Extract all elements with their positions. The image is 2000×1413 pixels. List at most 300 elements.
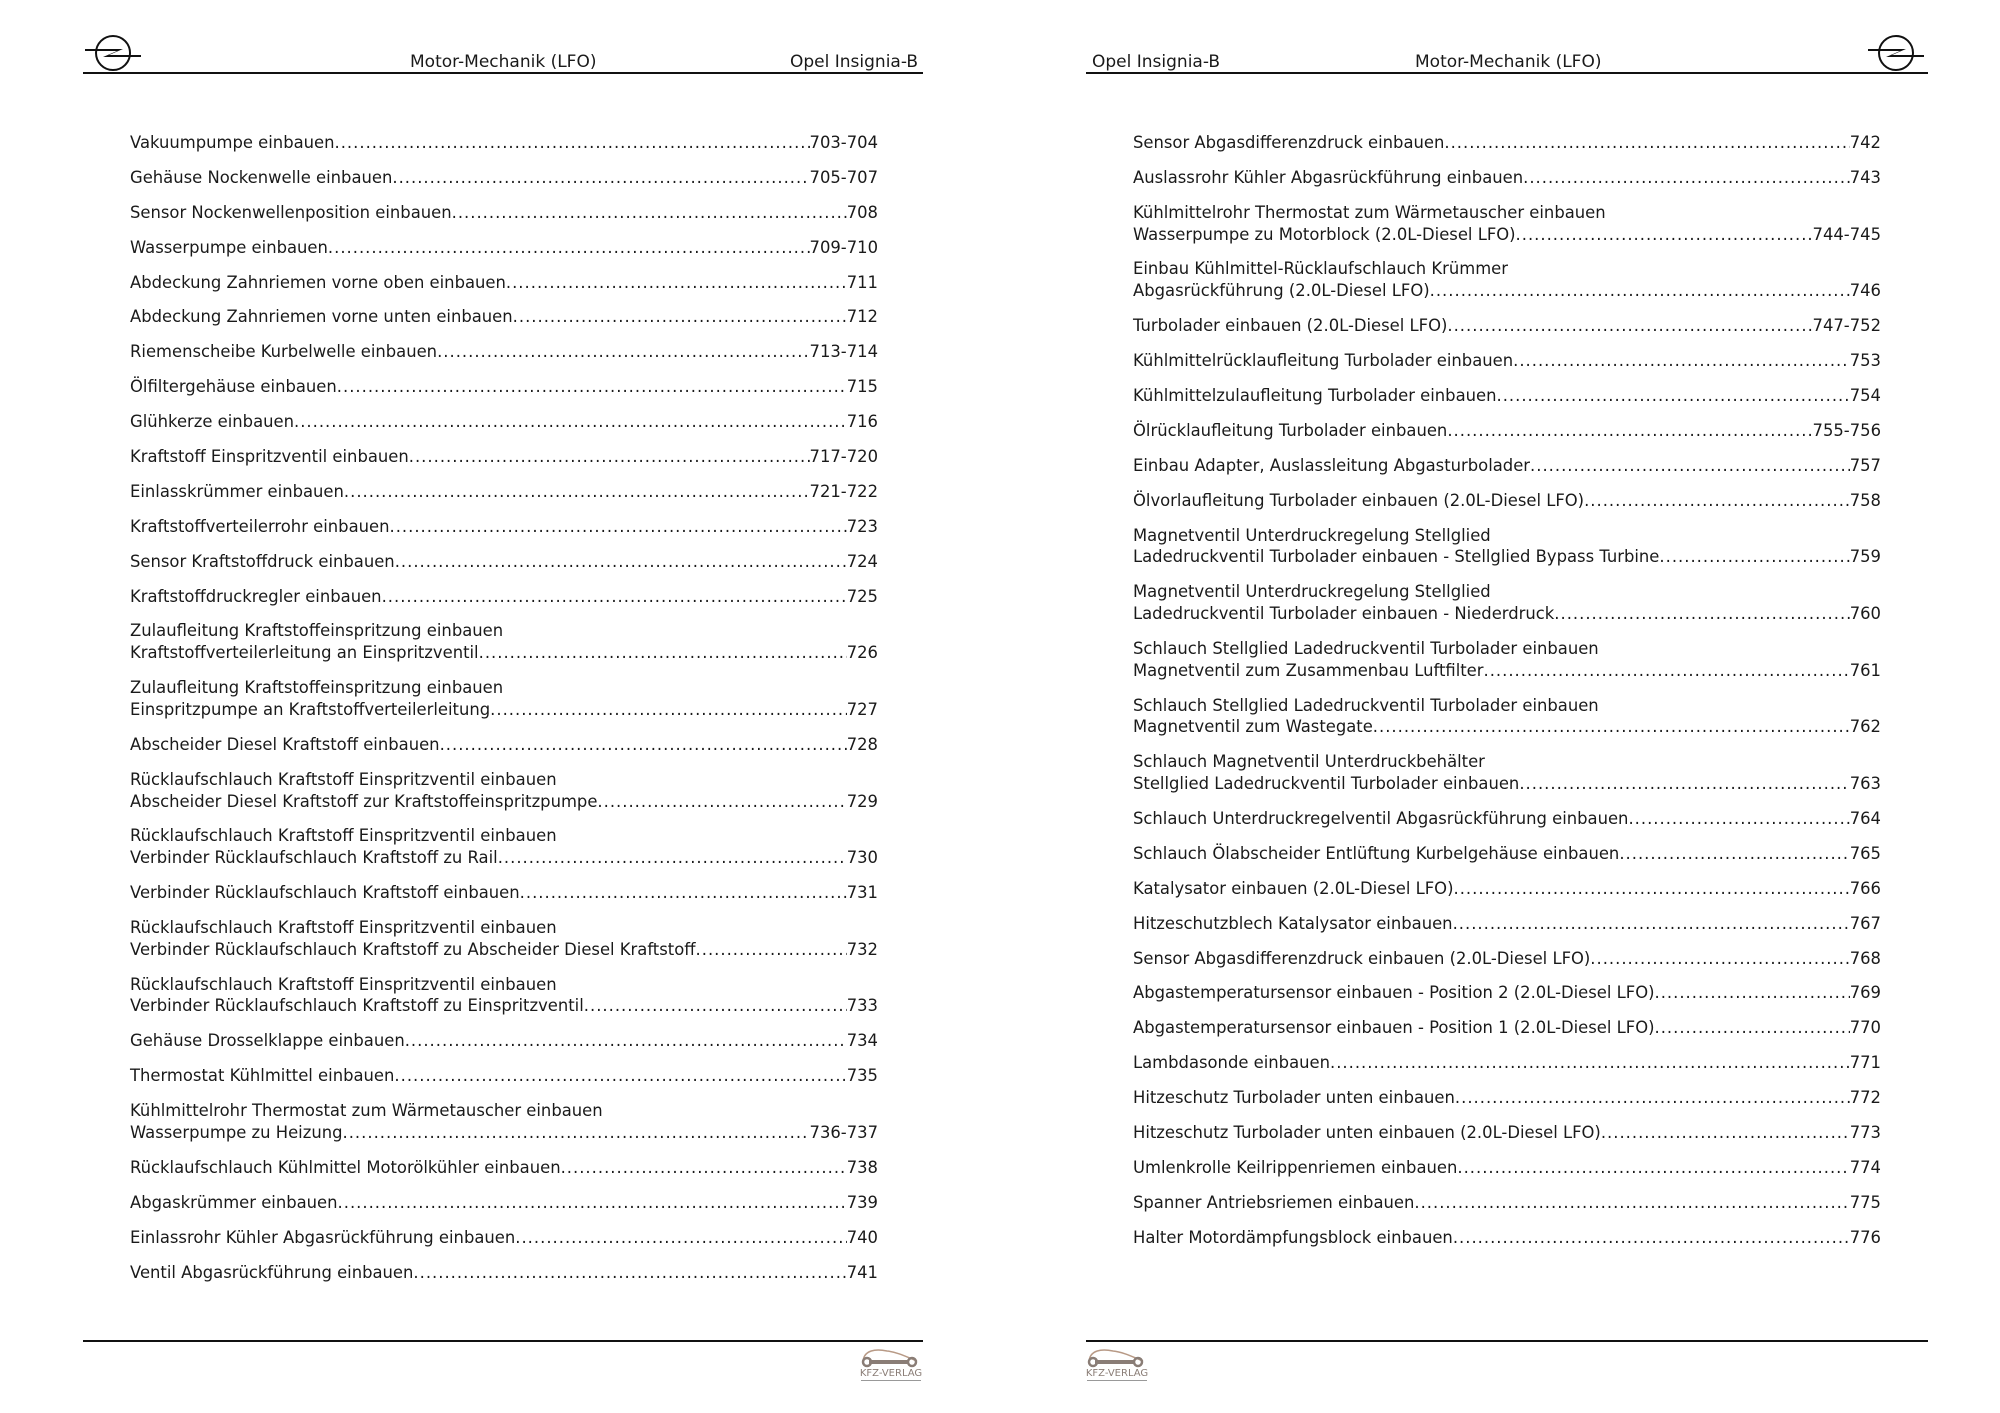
toc-entry-title: Stellglied Ladedruckventil Turbolader einbauen — [1133, 774, 1520, 794]
toc-entry-line — [130, 791, 878, 813]
toc-entry-title: Turbolader einbauen (2.0L-Diesel LFO) — [1133, 316, 1448, 336]
toc-entry-line — [1133, 525, 1881, 547]
toc-page-number: 771 — [1849, 1053, 1881, 1073]
toc-entry-line — [130, 939, 878, 961]
toc-entry-title: Ventil Abgasrückführung einbauen — [130, 1262, 414, 1282]
toc-entry-line — [1133, 716, 1881, 738]
toc-entry-title: Auslassrohr Kühler Abgasrückführung einbauen — [1133, 167, 1524, 187]
toc-entry-title: Thermostat Kühlmittel einbauen — [130, 1066, 395, 1086]
toc-entry-line — [1133, 132, 1881, 154]
toc-entry-title: Verbinder Rücklaufschlauch Kraftstoff zu Abscheider Diesel Kraftstoff — [130, 939, 696, 959]
toc-entry — [1133, 350, 1881, 372]
toc-entry-title: Abgastemperatursensor einbauen - Position 1 (2.0L-Diesel LFO) — [1133, 1018, 1655, 1038]
dot-leader — [338, 1192, 847, 1214]
toc-entry — [1133, 167, 1881, 189]
toc-entry-line — [130, 995, 878, 1017]
toc-entry-line — [130, 1030, 878, 1052]
toc-entry — [130, 167, 878, 189]
toc-entry-title: Riemenscheibe Kurbelwelle einbauen — [130, 342, 438, 362]
dot-leader — [394, 1065, 846, 1087]
dot-leader — [1453, 878, 1849, 900]
toc-entry-title: Schlauch Stellglied Ladedruckventil Turbolader einbauen — [1133, 638, 1599, 658]
toc-entry — [130, 516, 878, 538]
dot-leader — [344, 481, 810, 503]
dot-leader — [1444, 132, 1849, 154]
toc-entry-line — [130, 411, 878, 433]
toc-entry-title: Zulaufleitung Kraftstoffeinspritzung einbauen — [130, 678, 504, 698]
toc-page-number: 740 — [846, 1227, 878, 1247]
toc-entry — [130, 620, 878, 664]
toc-entry-title: Kühlmittelrohr Thermostat zum Wärmetauscher einbauen — [1133, 202, 1606, 222]
header-model: Opel Insignia-B — [1092, 52, 1221, 72]
dot-leader — [1453, 913, 1850, 935]
dot-leader — [515, 1227, 846, 1249]
toc-page-number: 767 — [1849, 913, 1881, 933]
opel-logo-icon — [1866, 34, 1926, 72]
toc-entry — [130, 917, 878, 961]
toc-entry-title: Abscheider Diesel Kraftstoff einbauen — [130, 734, 440, 754]
toc-entry-line — [1133, 490, 1881, 512]
toc-entry-line — [130, 1192, 878, 1214]
toc-entry — [130, 1030, 878, 1052]
toc-entry — [1133, 808, 1881, 830]
toc-entry-line — [1133, 1227, 1881, 1249]
toc-entry-line — [130, 1227, 878, 1249]
toc-entry — [1133, 1087, 1881, 1109]
toc-entry-line — [1133, 385, 1881, 407]
toc-entry-line — [1133, 420, 1881, 442]
toc-entry-title: Verbinder Rücklaufschlauch Kraftstoff einbauen — [130, 883, 520, 903]
toc-entry-line — [1133, 808, 1881, 830]
toc-entry-line — [1133, 751, 1881, 773]
toc-entry-line — [130, 769, 878, 791]
toc-entry-title: Sensor Nockenwellenposition einbauen — [130, 202, 452, 222]
dot-leader — [1584, 490, 1850, 512]
dot-leader — [405, 1030, 847, 1052]
toc-entry — [130, 677, 878, 721]
toc-entry-title: Rücklaufschlauch Kraftstoff Einspritzventil einbauen — [130, 769, 557, 789]
toc-page-number: 732 — [846, 939, 878, 959]
dot-leader — [1457, 1157, 1849, 1179]
toc-page-number: 716 — [846, 412, 878, 432]
dot-leader — [506, 272, 847, 294]
toc-entry-line — [1133, 1017, 1881, 1039]
toc-page-number: 726 — [846, 643, 878, 663]
toc-entry-line — [1133, 455, 1881, 477]
toc-page-number: 739 — [846, 1192, 878, 1212]
toc-page-number: 774 — [1849, 1157, 1881, 1177]
toc-page-number: 775 — [1849, 1192, 1881, 1212]
dot-leader — [520, 882, 847, 904]
toc-page-number: 770 — [1849, 1018, 1881, 1038]
dot-leader — [696, 939, 847, 961]
toc-entry-line — [1133, 1052, 1881, 1074]
dot-leader — [1453, 1227, 1850, 1249]
toc-page-number: 746 — [1849, 281, 1881, 301]
toc-entry-line — [130, 677, 878, 699]
toc-entry-title: Kühlmittelrücklaufleitung Turbolader einbauen — [1133, 351, 1514, 371]
toc-entry-line — [1133, 948, 1881, 970]
toc-page-number: 703-704 — [809, 133, 878, 152]
dot-leader — [337, 376, 847, 398]
toc-page-number: 738 — [846, 1157, 878, 1177]
toc-page-number: 725 — [846, 586, 878, 606]
toc-entry-title: Schlauch Ölabscheider Entlüftung Kurbelgehäuse einbauen — [1133, 843, 1620, 863]
toc-entry — [130, 1262, 878, 1284]
kfz-verlag-logo — [857, 1343, 925, 1385]
dot-leader — [597, 791, 846, 813]
toc-page-number: 759 — [1849, 547, 1881, 567]
dot-leader — [437, 341, 809, 363]
toc-page-number: 764 — [1849, 808, 1881, 828]
toc-entry-line — [130, 699, 878, 721]
kfz-logo-text: KFZ-VERLAG — [1085, 1368, 1149, 1379]
toc-entry-line — [130, 974, 878, 996]
toc-entry-line — [130, 1157, 878, 1179]
toc-entry — [1133, 638, 1881, 682]
toc-entry-title: Abgasrückführung (2.0L-Diesel LFO) — [1133, 281, 1430, 301]
dot-leader — [1496, 385, 1849, 407]
toc-entry-line — [1133, 1192, 1881, 1214]
toc-entry-title: Abscheider Diesel Kraftstoff zur Kraftstoffeinspritzpumpe — [130, 791, 598, 811]
kfz-verlag-logo — [1083, 1343, 1151, 1385]
toc-entry-title: Ölrücklaufleitung Turbolader einbauen — [1133, 420, 1448, 440]
dot-leader — [409, 446, 810, 468]
toc-entry-line — [130, 620, 878, 642]
toc-entry-line — [130, 237, 878, 259]
toc-page-number: 772 — [1849, 1088, 1881, 1108]
toc-entry-line — [130, 1065, 878, 1087]
toc-entry — [1133, 913, 1881, 935]
toc-entry — [130, 237, 878, 259]
toc-entry-line — [130, 341, 878, 363]
toc-entry-line — [1133, 280, 1881, 302]
toc-entry — [1133, 948, 1881, 970]
toc-page-number: 773 — [1849, 1122, 1881, 1142]
footer-divider — [1086, 1340, 1928, 1342]
toc-entry — [1133, 258, 1881, 302]
toc-entry — [130, 882, 878, 904]
toc-page-number: 733 — [846, 996, 878, 1016]
dot-leader — [335, 132, 810, 154]
dot-leader — [561, 1157, 847, 1179]
toc-entry-title: Kraftstoff Einspritzventil einbauen — [130, 447, 409, 467]
toc-page-number: 742 — [1849, 133, 1881, 152]
toc-entry-title: Rücklaufschlauch Kraftstoff Einspritzventil einbauen — [130, 826, 557, 846]
toc-entry-line — [130, 1122, 878, 1144]
toc-page-number: 768 — [1849, 948, 1881, 968]
header-divider — [1086, 72, 1928, 74]
toc-entry-line — [1133, 1122, 1881, 1144]
dot-leader — [413, 1262, 846, 1284]
dot-leader — [479, 642, 847, 664]
dot-leader — [1554, 603, 1849, 625]
toc-entry-title: Sensor Abgasdifferenzdruck einbauen (2.0L-Diesel LFO) — [1133, 948, 1591, 968]
toc-page-number: 721-722 — [809, 481, 878, 501]
toc-entry-line — [1133, 913, 1881, 935]
toc-entry — [1133, 525, 1881, 569]
toc-entry-line — [130, 516, 878, 538]
toc-entry-line — [1133, 1087, 1881, 1109]
toc-entry — [130, 551, 878, 573]
toc-page-number: 709-710 — [809, 237, 878, 257]
toc-page-number: 736-737 — [809, 1122, 878, 1142]
toc-entry-title: Hitzeschutz Turbolader unten einbauen — [1133, 1088, 1455, 1108]
toc-entry-line — [130, 272, 878, 294]
toc-entry-line — [130, 132, 878, 154]
toc-page-number: 735 — [846, 1066, 878, 1086]
toc-entry-title: Magnetventil zum Zusammenbau Luftfilter — [1133, 660, 1484, 680]
dot-leader — [1659, 546, 1849, 568]
dot-leader — [395, 551, 847, 573]
toc-entry-line — [130, 847, 878, 869]
toc-entry-line — [1133, 603, 1881, 625]
dot-leader — [1516, 224, 1813, 246]
toc-page-number: 758 — [1849, 490, 1881, 510]
toc-entry-title: Abgastemperatursensor einbauen - Position 2 (2.0L-Diesel LFO) — [1133, 983, 1655, 1003]
toc-entry — [130, 341, 878, 363]
toc-page-number: 717-720 — [809, 447, 878, 467]
toc-entry — [130, 411, 878, 433]
toc-entry-title: Gehäuse Drosselklappe einbauen — [130, 1031, 405, 1051]
toc-page-number: 765 — [1849, 843, 1881, 863]
toc-entry-title: Rücklaufschlauch Kraftstoff Einspritzventil einbauen — [130, 974, 557, 994]
toc-entry — [130, 306, 878, 328]
dot-leader — [294, 411, 847, 433]
toc-page-number: 727 — [846, 699, 878, 719]
toc-entry — [1133, 1017, 1881, 1039]
toc-entry — [1133, 132, 1881, 154]
toc-entry-line — [1133, 660, 1881, 682]
dot-leader — [1455, 1087, 1850, 1109]
dot-leader — [440, 734, 847, 756]
dot-leader — [1519, 773, 1849, 795]
toc-entry-title: Rücklaufschlauch Kühlmittel Motorölkühler einbauen — [130, 1157, 561, 1177]
toc-page-number: 743 — [1849, 167, 1881, 187]
dot-leader — [1330, 1052, 1850, 1074]
toc-page-number: 731 — [846, 883, 878, 903]
kfz-logo-text: KFZ-VERLAG — [859, 1368, 923, 1379]
toc-entry-title: Magnetventil zum Wastegate — [1133, 717, 1373, 737]
toc-entry-line — [130, 1100, 878, 1122]
toc-entry-title: Halter Motordämpfungsblock einbauen — [1133, 1227, 1453, 1247]
header-section-title: Motor-Mechanik (LFO) — [1415, 52, 1602, 72]
toc-entry-title: Magnetventil Unterdruckregelung Stellglied — [1133, 525, 1491, 545]
toc-entry — [130, 272, 878, 294]
toc-entry-title: Einbau Adapter, Auslassleitung Abgasturbolader — [1133, 455, 1531, 475]
toc-entry-line — [1133, 224, 1881, 246]
toc-entry-title: Hitzeschutz Turbolader unten einbauen (2.0L-Diesel LFO) — [1133, 1122, 1601, 1142]
toc-entry-line — [1133, 982, 1881, 1004]
toc-entry-line — [130, 481, 878, 503]
toc-entry-title: Kraftstoffverteilerrohr einbauen — [130, 516, 390, 536]
toc-entry-title: Lambdasonde einbauen — [1133, 1053, 1330, 1073]
dot-leader — [513, 306, 847, 328]
toc-page-number: 776 — [1849, 1227, 1881, 1247]
toc-entry-line — [130, 642, 878, 664]
dot-leader — [1590, 948, 1849, 970]
toc-entry-title: Ölvorlaufleitung Turbolader einbauen (2.0L-Diesel LFO) — [1133, 490, 1585, 510]
toc-entry — [130, 1227, 878, 1249]
dot-leader — [1628, 808, 1849, 830]
toc-entry-line — [130, 734, 878, 756]
toc-entry-line — [1133, 167, 1881, 189]
toc-entry-line — [130, 306, 878, 328]
toc-entry — [1133, 751, 1881, 795]
toc-entry — [130, 586, 878, 608]
toc-page-number: 729 — [846, 791, 878, 811]
toc-page-number: 747-752 — [1812, 316, 1881, 336]
toc-entry — [1133, 1157, 1881, 1179]
dot-leader — [498, 847, 847, 869]
toc-entry — [1133, 455, 1881, 477]
toc-entry-title: Kraftstoffverteilerleitung an Einspritzventil — [130, 643, 479, 663]
dot-leader — [1447, 420, 1812, 442]
toc-page-number: 712 — [846, 307, 878, 327]
toc-entry-line — [130, 917, 878, 939]
dot-leader — [389, 516, 846, 538]
toc-entry — [1133, 982, 1881, 1004]
toc-entry — [130, 825, 878, 869]
toc-page-number: 763 — [1849, 774, 1881, 794]
toc-page-number: 713-714 — [809, 342, 878, 362]
toc-entry — [1133, 843, 1881, 865]
toc-entry — [1133, 878, 1881, 900]
toc-entry — [130, 481, 878, 503]
toc-entry-line — [1133, 773, 1881, 795]
dot-leader — [584, 995, 847, 1017]
toc-entry-title: Glühkerze einbauen — [130, 412, 294, 432]
toc-page-number: 741 — [846, 1262, 878, 1282]
toc-entry-title: Umlenkrolle Keilrippenriemen einbauen — [1133, 1157, 1458, 1177]
toc-entry-line — [1133, 546, 1881, 568]
footer-divider — [83, 1340, 923, 1342]
toc-page-number: 705-707 — [809, 167, 878, 187]
toc-entry-title: Zulaufleitung Kraftstoffeinspritzung einbauen — [130, 621, 504, 641]
dot-leader — [328, 237, 810, 259]
toc-page-number: 762 — [1849, 717, 1881, 737]
toc-entry-line — [130, 1262, 878, 1284]
dot-leader — [1513, 350, 1850, 372]
toc-page-number: 724 — [846, 551, 878, 571]
toc-page-number: 708 — [846, 202, 878, 222]
toc-entry — [1133, 385, 1881, 407]
header-divider — [83, 72, 923, 74]
table-of-contents — [130, 132, 878, 1296]
dot-leader — [382, 586, 847, 608]
toc-entry-line — [130, 167, 878, 189]
dot-leader — [1414, 1192, 1849, 1214]
toc-entry — [130, 1157, 878, 1179]
toc-entry — [130, 974, 878, 1018]
toc-entry — [130, 1100, 878, 1144]
toc-entry-title: Verbinder Rücklaufschlauch Kraftstoff zu Einspritzventil — [130, 996, 584, 1016]
toc-entry — [1133, 695, 1881, 739]
toc-entry — [130, 132, 878, 154]
toc-entry — [1133, 581, 1881, 625]
toc-entry-title: Einbau Kühlmittel-Rücklaufschlauch Krümmer — [1133, 259, 1508, 279]
toc-entry-title: Einspritzpumpe an Kraftstoffverteilerleitung — [130, 699, 491, 719]
dot-leader — [1601, 1122, 1850, 1144]
toc-entry-line — [130, 586, 878, 608]
dot-leader — [1530, 455, 1850, 477]
toc-entry-line — [1133, 638, 1881, 660]
toc-entry-line — [1133, 258, 1881, 280]
toc-entry-line — [130, 202, 878, 224]
toc-entry-line — [1133, 695, 1881, 717]
dot-leader — [392, 167, 809, 189]
dot-leader — [1655, 982, 1850, 1004]
toc-entry-title: Ladedruckventil Turbolader einbauen - Niederdruck — [1133, 603, 1555, 623]
toc-entry-title: Verbinder Rücklaufschlauch Kraftstoff zu Rail — [130, 848, 498, 868]
toc-page-number: 754 — [1849, 385, 1881, 405]
toc-entry-line — [1133, 350, 1881, 372]
toc-page-number: 723 — [846, 516, 878, 536]
header-model: Opel Insignia-B — [790, 52, 919, 72]
toc-entry — [1133, 1052, 1881, 1074]
dot-leader — [1523, 167, 1850, 189]
dot-leader — [490, 699, 847, 721]
toc-entry — [130, 376, 878, 398]
toc-entry — [1133, 315, 1881, 337]
toc-entry-line — [1133, 878, 1881, 900]
dot-leader — [452, 202, 847, 224]
toc-entry-title: Schlauch Unterdruckregelventil Abgasrückführung einbauen — [1133, 808, 1629, 828]
toc-entry-line — [1133, 1157, 1881, 1179]
toc-entry-title: Wasserpumpe zu Heizung — [130, 1122, 343, 1142]
toc-page-number: 730 — [846, 848, 878, 868]
toc-entry — [130, 446, 878, 468]
toc-page-number: 755-756 — [1812, 420, 1881, 440]
table-of-contents — [1133, 132, 1881, 1262]
dot-leader — [1484, 660, 1850, 682]
toc-entry-title: Abdeckung Zahnriemen vorne unten einbauen — [130, 307, 513, 327]
toc-entry-title: Schlauch Magnetventil Unterdruckbehälter — [1133, 752, 1485, 772]
toc-entry-line — [130, 376, 878, 398]
dot-leader — [1430, 280, 1850, 302]
toc-entry-title: Gehäuse Nockenwelle einbauen — [130, 167, 393, 187]
toc-entry-title: Wasserpumpe zu Motorblock (2.0L-Diesel LFO) — [1133, 224, 1516, 244]
dot-leader — [1447, 315, 1812, 337]
toc-page-number: 744-745 — [1812, 224, 1881, 244]
toc-entry-line — [130, 882, 878, 904]
toc-entry-title: Ölfiltergehäuse einbauen — [130, 377, 337, 397]
toc-entry — [1133, 202, 1881, 246]
toc-entry-title: Sensor Kraftstoffdruck einbauen — [130, 551, 395, 571]
dot-leader — [1619, 843, 1849, 865]
toc-page-number: 711 — [846, 272, 878, 292]
toc-entry — [1133, 420, 1881, 442]
toc-page-number: 766 — [1849, 878, 1881, 898]
toc-entry-title: Ladedruckventil Turbolader einbauen - Stellglied Bypass Turbine — [1133, 547, 1660, 567]
toc-entry-title: Katalysator einbauen (2.0L-Diesel LFO) — [1133, 878, 1454, 898]
toc-entry-title: Spanner Antriebsriemen einbauen — [1133, 1192, 1415, 1212]
toc-entry-title: Einlasskrümmer einbauen — [130, 481, 344, 501]
toc-page-number: 769 — [1849, 983, 1881, 1003]
toc-entry-title: Hitzeschutzblech Katalysator einbauen — [1133, 913, 1453, 933]
toc-entry — [1133, 1227, 1881, 1249]
toc-entry-title: Rücklaufschlauch Kraftstoff Einspritzventil einbauen — [130, 918, 557, 937]
toc-page-number: 715 — [846, 377, 878, 397]
toc-page-number: 734 — [846, 1031, 878, 1051]
toc-entry — [1133, 490, 1881, 512]
toc-entry-title: Einlassrohr Kühler Abgasrückführung einbauen — [130, 1227, 516, 1247]
toc-page-number: 760 — [1849, 603, 1881, 623]
toc-entry — [130, 1192, 878, 1214]
toc-entry-title: Vakuumpumpe einbauen — [130, 133, 335, 152]
toc-entry-title: Abgaskrümmer einbauen — [130, 1192, 338, 1212]
header-section-title: Motor-Mechanik (LFO) — [410, 52, 597, 72]
